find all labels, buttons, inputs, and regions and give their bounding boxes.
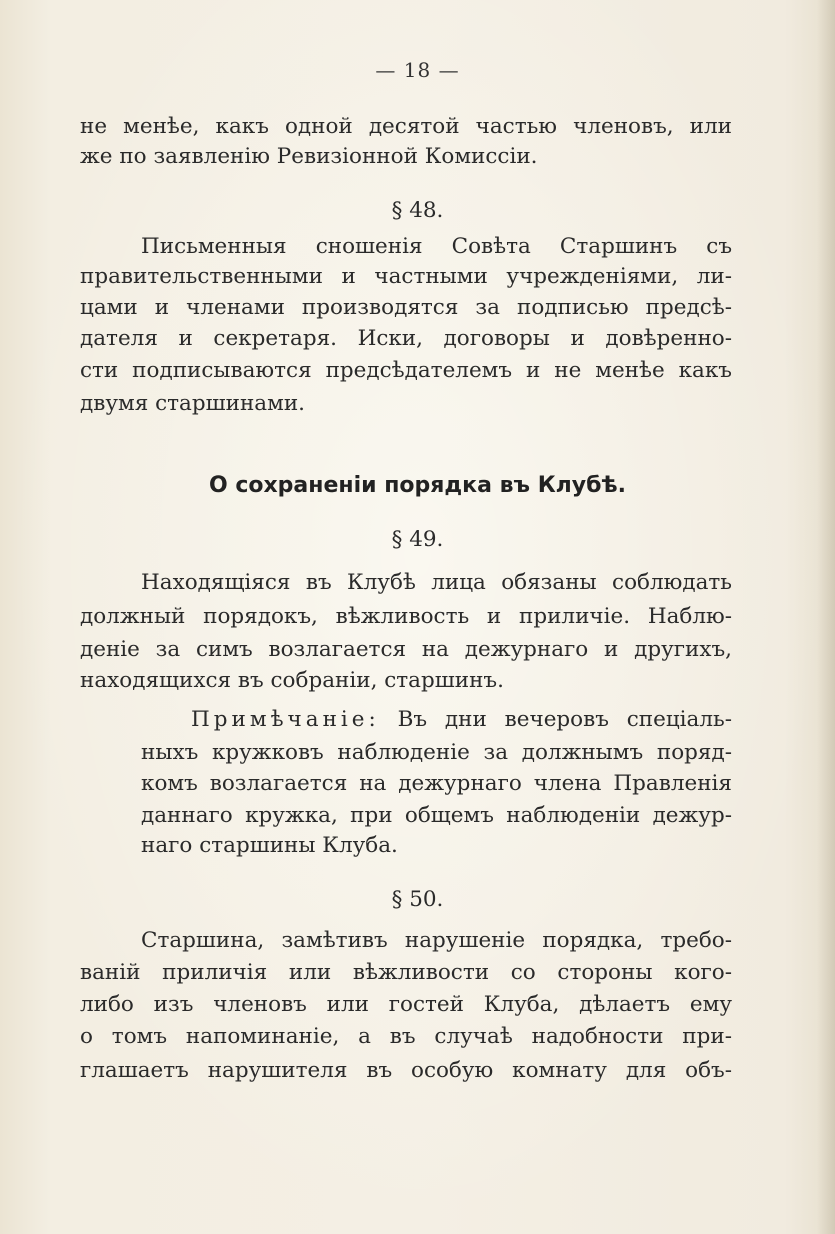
section-48-line-5: сти подписываются предсѣдателемъ и не менѣе какъ (80, 358, 732, 383)
section-50-line-3: либо изъ членовъ или гостей Клуба, дѣлаетъ ему (80, 992, 732, 1017)
section-50-line-1: Старшина, замѣтивъ нарушеніе порядка, требо- (141, 928, 732, 953)
section-48-line-6: двумя старшинами. (80, 391, 305, 416)
continuation-line-1: не менѣе, какъ одной десятой частью членовъ, или (80, 114, 732, 139)
section-49-line-4: находящихся въ собраніи, старшинъ. (80, 668, 504, 693)
note-label: Примѣчаніе: (191, 707, 380, 732)
note-line-4: даннаго кружка, при общемъ наблюденіи дежур- (141, 803, 732, 828)
section-48-line-2: правительственными и частными учрежденіями, ли- (80, 264, 732, 289)
continuation-line-2: же по заявленію Ревизіонной Комиссіи. (80, 144, 538, 169)
section-50-mark: § 50. (391, 887, 444, 912)
note-line-1 (0, 705, 835, 735)
section-heading: О сохраненіи порядка въ Клубѣ. (208, 473, 627, 498)
section-50-line-5: глашаетъ нарушителя въ особую комнату для объ- (80, 1058, 732, 1083)
note-line-3: комъ возлагается на дежурнаго члена Правленія (141, 771, 732, 796)
section-48-line-3: цами и членами производятся за подписью предсѣ- (80, 295, 732, 320)
note-line-1-text: Въ дни вечеровъ спеціаль- (397, 707, 732, 732)
section-48-line-4: дателя и секретаря. Иски, договоры и довѣренно- (80, 326, 732, 351)
section-49-mark: § 49. (391, 527, 444, 552)
section-50-line-2: ваній приличія или вѣжливости со стороны кого- (80, 960, 732, 985)
section-48-line-1: Письменныя сношенія Совѣта Старшинъ съ (141, 234, 732, 259)
section-49-line-3: деніе за симъ возлагается на дежурнаго и другихъ, (80, 637, 732, 662)
section-49-line-2: должный порядокъ, вѣжливость и приличіе. Наблю- (80, 604, 732, 629)
note-line-5: наго старшины Клуба. (141, 833, 398, 858)
note-line-2: ныхъ кружковъ наблюденіе за должнымъ поряд- (141, 740, 732, 765)
section-48-mark: § 48. (391, 198, 444, 223)
section-49-line-1: Находящіяся въ Клубѣ лица обязаны соблюдать (141, 570, 732, 595)
section-50-line-4: о томъ напоминаніе, а въ случаѣ надобности при- (80, 1024, 732, 1049)
page-number: — 18 — (375, 58, 460, 82)
